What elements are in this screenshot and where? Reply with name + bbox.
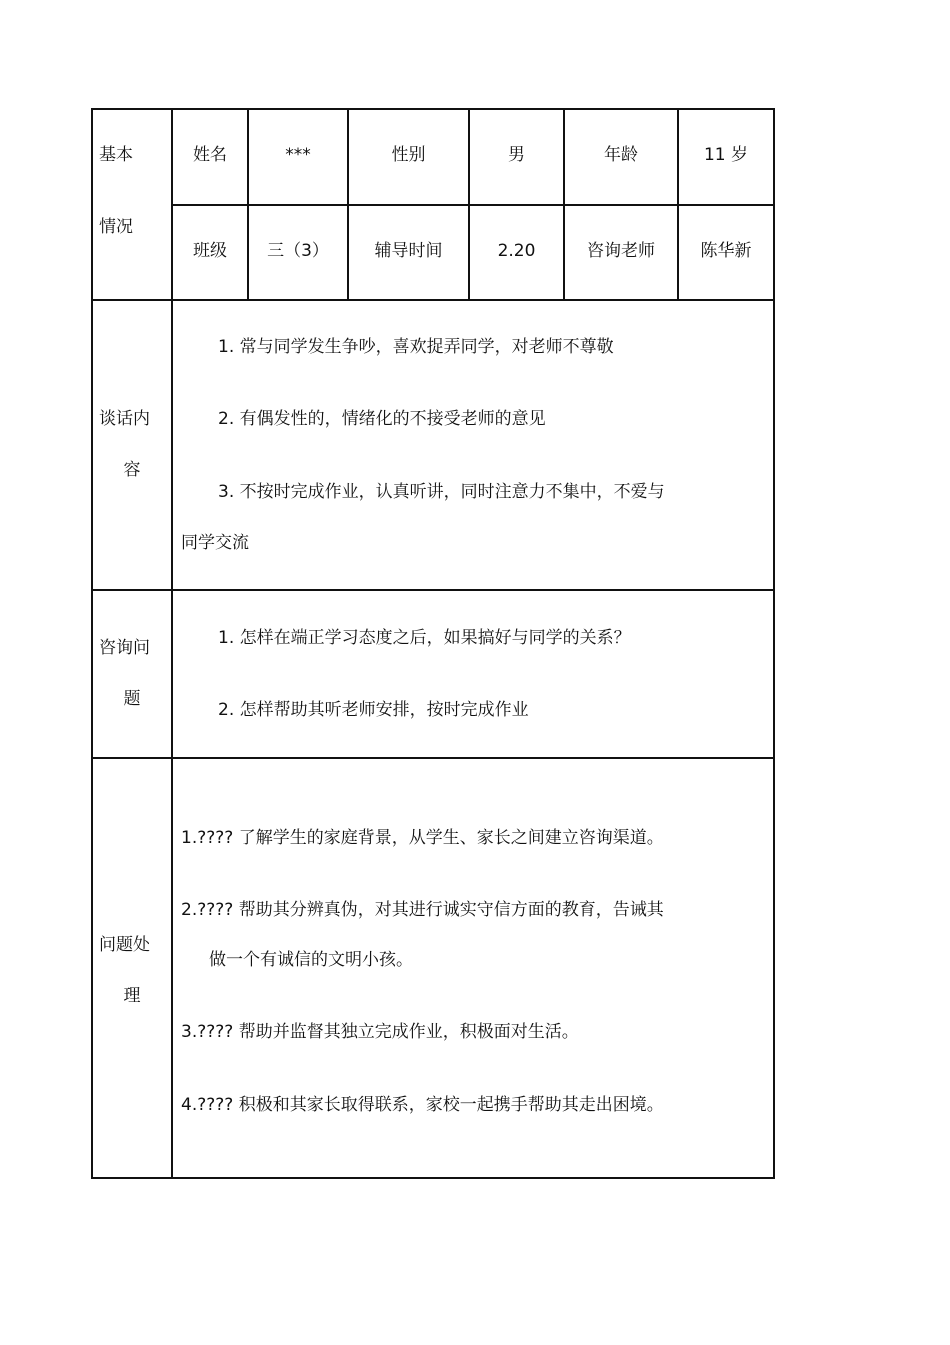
talk-line-1: 1. 常与同学发生争吵，喜欢捉弄同学，对老师不尊敬 <box>218 337 614 357</box>
basic-section-label-line1: 基本 <box>99 145 133 165</box>
handling-line-2: 2.???? 帮助其分辨真伪，对其进行诚实守信方面的教育，告诫其 <box>181 900 664 920</box>
class-label: 班级 <box>193 241 227 261</box>
handling-section-label-line1: 问题处 <box>99 935 150 955</box>
basic-col-divider-5 <box>677 108 679 301</box>
table-border-right <box>773 108 775 1179</box>
gender-value: 男 <box>508 145 525 165</box>
questions-section-label-line2: 题 <box>123 689 141 709</box>
row-divider-questions <box>91 757 775 759</box>
age-label: 年龄 <box>604 145 638 165</box>
handling-line-3: 做一个有诚信的文明小孩。 <box>209 950 413 970</box>
row-divider-basic-inner <box>171 204 775 206</box>
teacher-label: 咨询老师 <box>587 241 655 261</box>
time-value: 2.20 <box>497 241 536 261</box>
table-border-left <box>91 108 93 1179</box>
row-divider-basic <box>91 299 775 301</box>
row-divider-talk <box>91 589 775 591</box>
name-value: *** <box>285 145 311 165</box>
table-border-top <box>91 108 775 110</box>
label-column-divider <box>171 108 173 1179</box>
talk-line-2: 2. 有偶发性的，情绪化的不接受老师的意见 <box>218 409 546 429</box>
basic-col-divider-2 <box>347 108 349 301</box>
talk-section-label-line1: 谈话内 <box>99 409 150 429</box>
handling-line-4: 3.???? 帮助并监督其独立完成作业，积极面对生活。 <box>181 1022 579 1042</box>
basic-section-label-line2: 情况 <box>99 217 133 237</box>
handling-line-1: 1.???? 了解学生的家庭背景，从学生、家长之间建立咨询渠道。 <box>181 828 664 848</box>
teacher-value: 陈华新 <box>700 241 752 261</box>
talk-line-3: 3. 不按时完成作业，认真听讲，同时注意力不集中，不爱与 <box>218 482 665 502</box>
talk-line-4: 同学交流 <box>181 533 249 553</box>
handling-section-label-line2: 理 <box>123 986 141 1006</box>
basic-col-divider-4 <box>563 108 565 301</box>
table-border-bottom <box>91 1177 775 1179</box>
gender-label: 性别 <box>391 145 426 165</box>
talk-section-label-line2: 容 <box>123 460 141 480</box>
question-line-2: 2. 怎样帮助其听老师安排，按时完成作业 <box>218 700 529 720</box>
name-label: 姓名 <box>193 145 227 165</box>
handling-line-5: 4.???? 积极和其家长取得联系，家校一起携手帮助其走出困境。 <box>181 1095 664 1115</box>
basic-col-divider-1 <box>247 108 249 301</box>
basic-col-divider-3 <box>468 108 470 301</box>
questions-section-label-line1: 咨询问 <box>99 638 150 658</box>
question-line-1: 1. 怎样在端正学习态度之后，如果搞好与同学的关系？ <box>218 628 631 648</box>
class-value: 三（3） <box>267 241 329 261</box>
time-label: 辅导时间 <box>374 241 443 261</box>
age-value: 11 岁 <box>703 145 749 165</box>
